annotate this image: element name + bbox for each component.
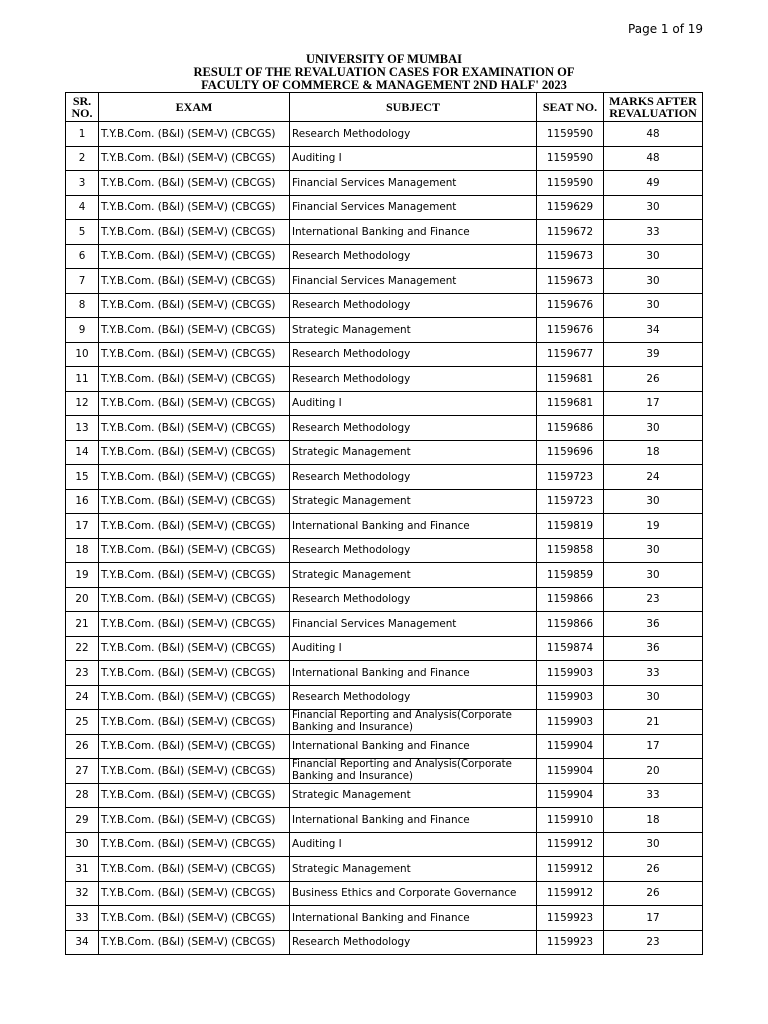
cell-seat-no: 1159686 [537, 416, 604, 441]
cell-seat-no: 1159673 [537, 269, 604, 294]
table-row [66, 857, 703, 882]
cell-marks: 17 [604, 906, 703, 931]
table-row [66, 465, 703, 490]
cell-exam: T.Y.B.Com. (B&I) (SEM-V) (CBCGS) [99, 220, 290, 245]
cell-seat-no: 1159904 [537, 759, 604, 784]
cell-subject: International Banking and Finance [290, 514, 537, 539]
cell-sr: 2 [66, 146, 99, 171]
table-row [66, 930, 703, 955]
cell-sr: 18 [66, 538, 99, 563]
cell-subject: Research Methodology [290, 367, 537, 392]
cell-sr: 24 [66, 685, 99, 710]
cell-marks: 20 [604, 759, 703, 784]
cell-exam: T.Y.B.Com. (B&I) (SEM-V) (CBCGS) [99, 636, 290, 661]
cell-sr: 20 [66, 587, 99, 612]
cell-subject: International Banking and Finance [290, 220, 537, 245]
cell-sr: 21 [66, 612, 99, 637]
table-row [66, 367, 703, 392]
cell-seat-no: 1159903 [537, 661, 604, 686]
cell-sr: 3 [66, 171, 99, 196]
col-header-marks: MARKS AFTER REVALUATION [604, 93, 703, 122]
cell-exam: T.Y.B.Com. (B&I) (SEM-V) (CBCGS) [99, 367, 290, 392]
cell-exam: T.Y.B.Com. (B&I) (SEM-V) (CBCGS) [99, 195, 290, 220]
cell-seat-no: 1159590 [537, 171, 604, 196]
cell-marks: 33 [604, 783, 703, 808]
cell-exam: T.Y.B.Com. (B&I) (SEM-V) (CBCGS) [99, 440, 290, 465]
cell-exam: T.Y.B.Com. (B&I) (SEM-V) (CBCGS) [99, 734, 290, 759]
col-header-subject: SUBJECT [290, 93, 537, 122]
cell-exam: T.Y.B.Com. (B&I) (SEM-V) (CBCGS) [99, 342, 290, 367]
table-row [66, 171, 703, 196]
cell-exam: T.Y.B.Com. (B&I) (SEM-V) (CBCGS) [99, 587, 290, 612]
cell-marks: 30 [604, 489, 703, 514]
cell-subject: Research Methodology [290, 244, 537, 269]
cell-exam: T.Y.B.Com. (B&I) (SEM-V) (CBCGS) [99, 661, 290, 686]
table-row [66, 906, 703, 931]
table-row [66, 759, 703, 784]
cell-seat-no: 1159723 [537, 465, 604, 490]
cell-marks: 23 [604, 587, 703, 612]
table-row [66, 587, 703, 612]
cell-seat-no: 1159677 [537, 342, 604, 367]
table-row [66, 538, 703, 563]
cell-subject: International Banking and Finance [290, 661, 537, 686]
heading-faculty: FACULTY OF COMMERCE & MANAGEMENT 2ND HALF' 2023 [201, 78, 567, 92]
cell-seat-no: 1159866 [537, 587, 604, 612]
cell-sr: 5 [66, 220, 99, 245]
cell-subject: Research Methodology [290, 930, 537, 955]
cell-sr: 31 [66, 857, 99, 882]
cell-subject: Research Methodology [290, 685, 537, 710]
cell-marks: 30 [604, 269, 703, 294]
cell-seat-no: 1159590 [537, 146, 604, 171]
cell-marks: 33 [604, 220, 703, 245]
cell-sr: 26 [66, 734, 99, 759]
cell-sr: 1 [66, 122, 99, 147]
cell-exam: T.Y.B.Com. (B&I) (SEM-V) (CBCGS) [99, 881, 290, 906]
cell-sr: 17 [66, 514, 99, 539]
table-row [66, 661, 703, 686]
cell-marks: 30 [604, 244, 703, 269]
cell-sr: 13 [66, 416, 99, 441]
cell-marks: 39 [604, 342, 703, 367]
cell-marks: 21 [604, 710, 703, 735]
cell-marks: 30 [604, 293, 703, 318]
cell-exam: T.Y.B.Com. (B&I) (SEM-V) (CBCGS) [99, 783, 290, 808]
cell-marks: 24 [604, 465, 703, 490]
cell-subject: Financial Reporting and Analysis(Corporate Banking and Insurance) [290, 759, 537, 784]
cell-sr: 32 [66, 881, 99, 906]
cell-subject: Strategic Management [290, 857, 537, 882]
cell-sr: 34 [66, 930, 99, 955]
cell-sr: 30 [66, 832, 99, 857]
cell-sr: 12 [66, 391, 99, 416]
cell-subject: International Banking and Finance [290, 906, 537, 931]
cell-seat-no: 1159859 [537, 563, 604, 588]
cell-exam: T.Y.B.Com. (B&I) (SEM-V) (CBCGS) [99, 293, 290, 318]
cell-exam: T.Y.B.Com. (B&I) (SEM-V) (CBCGS) [99, 489, 290, 514]
cell-seat-no: 1159912 [537, 881, 604, 906]
cell-subject: International Banking and Finance [290, 808, 537, 833]
cell-seat-no: 1159904 [537, 734, 604, 759]
cell-exam: T.Y.B.Com. (B&I) (SEM-V) (CBCGS) [99, 612, 290, 637]
cell-subject: Strategic Management [290, 783, 537, 808]
cell-subject: Research Methodology [290, 342, 537, 367]
cell-exam: T.Y.B.Com. (B&I) (SEM-V) (CBCGS) [99, 146, 290, 171]
cell-subject: Strategic Management [290, 489, 537, 514]
cell-exam: T.Y.B.Com. (B&I) (SEM-V) (CBCGS) [99, 416, 290, 441]
cell-marks: 30 [604, 685, 703, 710]
cell-seat-no: 1159866 [537, 612, 604, 637]
col-header-exam: EXAM [99, 93, 290, 122]
cell-exam: T.Y.B.Com. (B&I) (SEM-V) (CBCGS) [99, 685, 290, 710]
table-row [66, 195, 703, 220]
cell-exam: T.Y.B.Com. (B&I) (SEM-V) (CBCGS) [99, 244, 290, 269]
cell-marks: 36 [604, 636, 703, 661]
cell-sr: 25 [66, 710, 99, 735]
cell-seat-no: 1159681 [537, 391, 604, 416]
cell-sr: 8 [66, 293, 99, 318]
cell-marks: 30 [604, 832, 703, 857]
cell-subject: Research Methodology [290, 293, 537, 318]
cell-marks: 17 [604, 734, 703, 759]
cell-subject: International Banking and Finance [290, 734, 537, 759]
cell-subject: Business Ethics and Corporate Governance [290, 881, 537, 906]
cell-sr: 16 [66, 489, 99, 514]
cell-sr: 10 [66, 342, 99, 367]
cell-sr: 23 [66, 661, 99, 686]
cell-seat-no: 1159673 [537, 244, 604, 269]
cell-subject: Strategic Management [290, 563, 537, 588]
table-row [66, 342, 703, 367]
table-row [66, 636, 703, 661]
cell-sr: 7 [66, 269, 99, 294]
table-row [66, 440, 703, 465]
cell-exam: T.Y.B.Com. (B&I) (SEM-V) (CBCGS) [99, 122, 290, 147]
cell-seat-no: 1159676 [537, 293, 604, 318]
cell-seat-no: 1159696 [537, 440, 604, 465]
table-row [66, 734, 703, 759]
cell-seat-no: 1159681 [537, 367, 604, 392]
cell-sr: 15 [66, 465, 99, 490]
table-row [66, 514, 703, 539]
cell-subject: Financial Services Management [290, 612, 537, 637]
cell-exam: T.Y.B.Com. (B&I) (SEM-V) (CBCGS) [99, 318, 290, 343]
cell-exam: T.Y.B.Com. (B&I) (SEM-V) (CBCGS) [99, 514, 290, 539]
col-header-seat: SEAT NO. [537, 93, 604, 122]
table-row [66, 685, 703, 710]
cell-marks: 19 [604, 514, 703, 539]
cell-exam: T.Y.B.Com. (B&I) (SEM-V) (CBCGS) [99, 857, 290, 882]
cell-marks: 26 [604, 857, 703, 882]
cell-marks: 17 [604, 391, 703, 416]
cell-sr: 6 [66, 244, 99, 269]
cell-exam: T.Y.B.Com. (B&I) (SEM-V) (CBCGS) [99, 832, 290, 857]
cell-marks: 36 [604, 612, 703, 637]
cell-subject: Financial Reporting and Analysis(Corporate Banking and Insurance) [290, 710, 537, 735]
cell-subject: Auditing I [290, 636, 537, 661]
table-row [66, 122, 703, 147]
cell-exam: T.Y.B.Com. (B&I) (SEM-V) (CBCGS) [99, 171, 290, 196]
cell-seat-no: 1159903 [537, 685, 604, 710]
heading-university: UNIVERSITY OF MUMBAI [305, 52, 463, 66]
cell-sr: 9 [66, 318, 99, 343]
cell-subject: Research Methodology [290, 587, 537, 612]
table-row [66, 244, 703, 269]
cell-seat-no: 1159923 [537, 906, 604, 931]
table-row [66, 832, 703, 857]
cell-marks: 18 [604, 440, 703, 465]
cell-subject: Research Methodology [290, 538, 537, 563]
cell-subject: Research Methodology [290, 122, 537, 147]
cell-seat-no: 1159904 [537, 783, 604, 808]
cell-subject: Auditing I [290, 391, 537, 416]
cell-subject: Financial Services Management [290, 171, 537, 196]
cell-seat-no: 1159910 [537, 808, 604, 833]
cell-marks: 48 [604, 146, 703, 171]
cell-seat-no: 1159858 [537, 538, 604, 563]
cell-marks: 30 [604, 538, 703, 563]
cell-exam: T.Y.B.Com. (B&I) (SEM-V) (CBCGS) [99, 759, 290, 784]
cell-subject: Auditing I [290, 832, 537, 857]
cell-seat-no: 1159819 [537, 514, 604, 539]
cell-sr: 28 [66, 783, 99, 808]
cell-marks: 30 [604, 195, 703, 220]
cell-marks: 34 [604, 318, 703, 343]
cell-marks: 26 [604, 367, 703, 392]
table-row [66, 881, 703, 906]
table-row [66, 146, 703, 171]
cell-subject: Research Methodology [290, 416, 537, 441]
cell-sr: 14 [66, 440, 99, 465]
cell-marks: 49 [604, 171, 703, 196]
cell-sr: 33 [66, 906, 99, 931]
cell-exam: T.Y.B.Com. (B&I) (SEM-V) (CBCGS) [99, 906, 290, 931]
cell-marks: 30 [604, 563, 703, 588]
cell-seat-no: 1159672 [537, 220, 604, 245]
table-row [66, 293, 703, 318]
cell-exam: T.Y.B.Com. (B&I) (SEM-V) (CBCGS) [99, 808, 290, 833]
cell-subject: Strategic Management [290, 318, 537, 343]
cell-seat-no: 1159912 [537, 857, 604, 882]
heading-result-title: RESULT OF THE REVALUATION CASES FOR EXAMINATION OF [193, 65, 575, 79]
cell-marks: 18 [604, 808, 703, 833]
cell-seat-no: 1159676 [537, 318, 604, 343]
col-header-sr: SR. NO. [66, 93, 99, 122]
cell-seat-no: 1159874 [537, 636, 604, 661]
document-heading [0, 53, 768, 92]
cell-subject: Financial Services Management [290, 195, 537, 220]
cell-subject: Strategic Management [290, 440, 537, 465]
cell-marks: 48 [604, 122, 703, 147]
cell-subject: Auditing I [290, 146, 537, 171]
cell-exam: T.Y.B.Com. (B&I) (SEM-V) (CBCGS) [99, 269, 290, 294]
table-row [66, 416, 703, 441]
cell-exam: T.Y.B.Com. (B&I) (SEM-V) (CBCGS) [99, 465, 290, 490]
cell-seat-no: 1159629 [537, 195, 604, 220]
page-indicator: Page 1 of 19 [628, 22, 703, 36]
table-row [66, 612, 703, 637]
cell-marks: 26 [604, 881, 703, 906]
cell-subject: Research Methodology [290, 465, 537, 490]
cell-subject: Financial Services Management [290, 269, 537, 294]
cell-sr: 22 [66, 636, 99, 661]
header-row [66, 93, 703, 122]
table-row [66, 391, 703, 416]
results-table [65, 92, 703, 955]
cell-exam: T.Y.B.Com. (B&I) (SEM-V) (CBCGS) [99, 710, 290, 735]
cell-seat-no: 1159903 [537, 710, 604, 735]
cell-seat-no: 1159590 [537, 122, 604, 147]
table-row [66, 783, 703, 808]
cell-marks: 33 [604, 661, 703, 686]
table-row [66, 563, 703, 588]
cell-exam: T.Y.B.Com. (B&I) (SEM-V) (CBCGS) [99, 391, 290, 416]
cell-exam: T.Y.B.Com. (B&I) (SEM-V) (CBCGS) [99, 538, 290, 563]
results-body [66, 122, 703, 955]
table-row [66, 710, 703, 735]
table-row [66, 269, 703, 294]
cell-marks: 23 [604, 930, 703, 955]
cell-seat-no: 1159923 [537, 930, 604, 955]
table-row [66, 318, 703, 343]
cell-marks: 30 [604, 416, 703, 441]
cell-exam: T.Y.B.Com. (B&I) (SEM-V) (CBCGS) [99, 930, 290, 955]
cell-sr: 4 [66, 195, 99, 220]
cell-seat-no: 1159723 [537, 489, 604, 514]
cell-seat-no: 1159912 [537, 832, 604, 857]
cell-sr: 19 [66, 563, 99, 588]
cell-sr: 29 [66, 808, 99, 833]
cell-sr: 11 [66, 367, 99, 392]
table-row [66, 489, 703, 514]
table-row [66, 808, 703, 833]
table-row [66, 220, 703, 245]
cell-sr: 27 [66, 759, 99, 784]
cell-exam: T.Y.B.Com. (B&I) (SEM-V) (CBCGS) [99, 563, 290, 588]
